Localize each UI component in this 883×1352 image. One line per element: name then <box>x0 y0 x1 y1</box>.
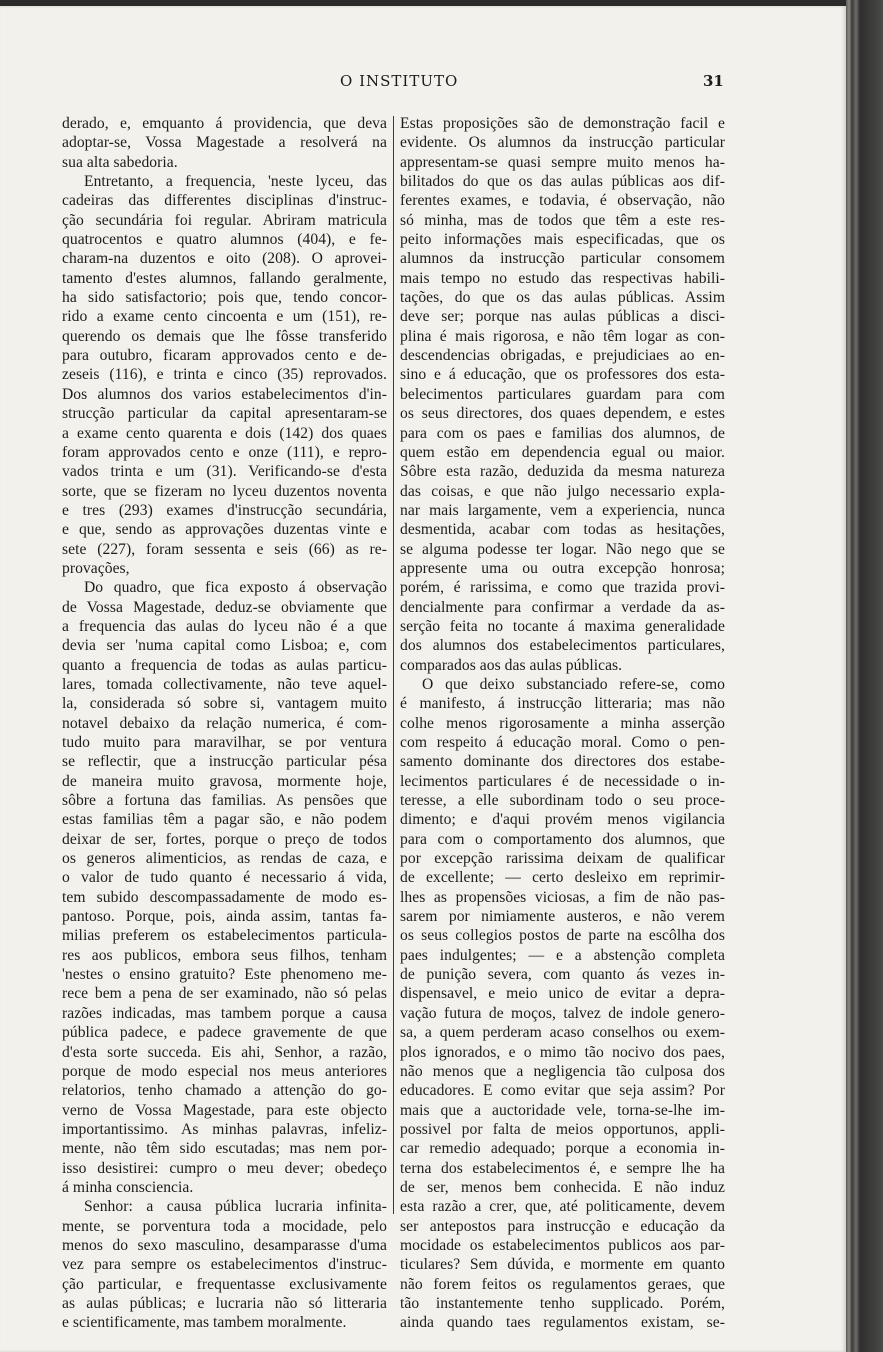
text-line: vados trinta e um (31). Verificando-se d'esta <box>62 463 387 481</box>
text-line: deixar de ser, fortes, porque o preço de todos <box>62 830 387 848</box>
text-line: porque de modo especial nos meus anteriores <box>62 1062 387 1080</box>
text-line: razões indicadas, mas tambem porque a causa <box>62 1004 387 1022</box>
text-line: sarem por nimiamente austeros, e não verem <box>400 908 725 926</box>
text-line: sorte, que se fizeram no lyceu duzentos noventa <box>62 482 387 500</box>
running-head: O INSTITUTO <box>340 72 459 90</box>
text-line: verno de Vossa Magestade, para este objecto <box>62 1101 387 1119</box>
text-line: colhe menos rigorosamente a minha asserção <box>400 714 725 732</box>
right-column <box>400 114 725 1333</box>
text-line: os seus collegios postos de parte na escôlha dos <box>400 927 725 945</box>
text-line: dispensavel, e meio unico de evitar a depra- <box>400 985 725 1003</box>
text-line: ferentes exames, e todavia, é observação, não <box>400 192 725 210</box>
text-line: não forem feitos os regulamentos geraes, que <box>400 1275 725 1293</box>
text-line: serção feita no tocante á maxima generalidade <box>400 617 725 635</box>
text-line: la, considerada só sobre si, vantagem muito <box>62 695 387 713</box>
text-line: plos ignorados, e o mimo tão nocivo dos paes, <box>400 1043 725 1061</box>
text-line: strucção particular da capital apresentaram-se <box>62 405 387 423</box>
text-line: possivel por falta de meios opportunos, appli- <box>400 1120 725 1138</box>
text-line: zeseis (116), e trinta e cinco (35) reprovados. <box>62 366 387 384</box>
left-column <box>62 114 387 1333</box>
text-line: para com o comportamento dos alumnos, que <box>400 830 725 848</box>
text-line: ha sido satisfactorio; pois que, tendo concor- <box>62 289 387 307</box>
text-line: ticulares? Sem dúvida, e mormente em quanto <box>400 1256 725 1274</box>
text-line: Entretanto, a frequencia, 'neste lyceu, das <box>84 173 387 191</box>
text-line: por excepção rarissima deixam de qualificar <box>400 850 725 868</box>
text-line: não menos que a negligencia tão culposa dos <box>400 1062 725 1080</box>
text-line: estas familias têm a pagar são, e não podem <box>62 811 387 829</box>
text-line: cadeiras das differentes disciplinas d'instruc- <box>62 192 387 210</box>
text-line: devia ser 'numa capital como Lisboa; e, com <box>62 637 387 655</box>
text-line: de maneira muito gravosa, mormente hoje, <box>62 772 387 790</box>
text-line: querendo os demais que lhe fôsse transferido <box>62 327 387 345</box>
text-line: mocidade os estabelecimentos publicos aos par- <box>400 1236 725 1254</box>
text-line: de Vossa Magestade, deduz-se obviamente que <box>62 598 387 616</box>
page-number: 31 <box>703 72 724 90</box>
text-line: appresente uma ou outra excepção honrosa; <box>400 559 725 577</box>
text-line: dimento; e d'aqui provém menos vigilancia <box>400 811 725 829</box>
text-line: quatrocentos e quatro alumnos (404), e fe- <box>62 231 387 249</box>
text-line: porém, é rarissima, e como que trazida provi- <box>400 579 725 597</box>
text-line: mente, não têm sido escutadas; mas nem por- <box>62 1140 387 1158</box>
text-line: mente, se porventura toda a mocidade, pelo <box>62 1217 387 1235</box>
text-line: foram approvados cento e onze (111), e repro- <box>62 443 387 461</box>
text-line: lares, tomada collectivamente, não teve aquel- <box>62 675 387 693</box>
text-line: sua alta sabedoria. <box>62 153 178 171</box>
text-line: rido a exame cento cincoenta e um (151), re- <box>62 308 387 326</box>
text-line: sôbre a fortuna das familias. As pensões que <box>62 792 387 810</box>
text-line: de punição severa, com quanto ás vezes in- <box>400 966 725 984</box>
text-line: charam-na duzentos e oito (208). O aprovei- <box>62 250 387 268</box>
text-line: relatorios, tenho chamado a attenção do go- <box>62 1082 387 1100</box>
text-line: Sôbre esta razão, deduzida da mesma natureza <box>400 463 725 481</box>
text-line: milias preferem os estabelecimentos particula- <box>62 927 387 945</box>
text-line: mais que a auctoridade vele, torna-se-lhe im- <box>400 1101 725 1119</box>
text-line: é manifesto, á instrucção litteraria; mas não <box>400 695 725 713</box>
text-line: e scientificamente, mas tambem moralmente. <box>62 1314 347 1332</box>
column-divider <box>393 116 394 1214</box>
text-line: O que deixo substanciado refere-se, como <box>422 675 725 693</box>
text-line: desmentida, acabar com todas as hesitações, <box>400 521 725 539</box>
text-line: rece bem a pena de ser examinado, não só pelas <box>62 985 387 1003</box>
text-line: deve ser; porque nas aulas públicas a disci- <box>400 308 725 326</box>
text-line: derado, e, emquanto á providencia, que deva <box>62 115 387 132</box>
text-line: se alguma podesse ter logar. Não nego que se <box>400 540 725 558</box>
text-line: a exame cento quarenta e dois (142) dos quaes <box>62 424 387 442</box>
text-line: paes indulgentes; — e a abstenção completa <box>400 946 725 964</box>
text-line: educadores. E como evitar que seja assim? Por <box>400 1082 725 1100</box>
text-line: evidente. Os alumnos da instrucção particular <box>400 134 725 152</box>
text-line: para outubro, ficaram approvados cento e de- <box>62 347 387 365</box>
text-line: dos alumnos dos estabelecimentos particulares, <box>400 637 725 655</box>
text-line: pública padece, e padece gravemente de que <box>62 1024 387 1042</box>
text-line: provações, <box>62 559 130 577</box>
text-line: de ser, menos bem conhecida. E não induz <box>400 1178 725 1196</box>
text-line: á minha consciencia. <box>62 1178 194 1196</box>
text-line: e que, sendo as approvações duzentas vinte e <box>62 521 387 539</box>
text-line: d'esta sorte succeda. Eis ahi, Senhor, a razão, <box>62 1043 387 1061</box>
text-line: sa, a quem perderam acaso conselhos ou exem- <box>400 1024 725 1042</box>
text-line: adoptar-se, Vossa Magestade a resolverá na <box>62 134 387 152</box>
text-line: peito informações mais especificadas, que os <box>400 231 725 249</box>
text-line: tações, do que os das aulas públicas. Assim <box>400 289 725 307</box>
text-line: se reflectir, que a instrucção particular pésa <box>62 753 387 771</box>
text-line: as aulas públicas; e lucraria não só litteraria <box>62 1294 387 1312</box>
text-line: terna dos estabelecimentos é, e sempre lhe ha <box>400 1159 725 1177</box>
text-line: sete (227), foram sessenta e seis (66) as re- <box>62 540 387 558</box>
text-line: Senhor: a causa pública lucraria infinita- <box>84 1198 387 1216</box>
text-line: mais tempo no estudo das respectivas habili- <box>400 269 725 287</box>
text-line: quem estão em dependencia egual ou maior. <box>400 443 725 461</box>
text-line: dencialmente para confirmar a verdade da as- <box>400 598 725 616</box>
text-line: belecimentos particulares guardam para com <box>400 385 725 403</box>
text-line: o valor de tudo quanto é necessario á vida, <box>62 869 387 887</box>
text-line: pantoso. Porque, pois, ainda assim, tantas fa- <box>62 908 387 926</box>
text-line: isso desistirei: cumpro o meu dever; obedeço <box>62 1159 387 1177</box>
text-line: sino e á educação, que os professores dos esta- <box>400 366 725 384</box>
text-line: samento dominante dos directores dos estabe- <box>400 753 725 771</box>
book-edge <box>846 0 883 1352</box>
text-line: Estas proposições são de demonstração facil e <box>400 115 725 132</box>
text-line: bilitados do que os das aulas públicas aos dif- <box>400 173 725 191</box>
text-line: ção secundária foi regular. Abriram matricula <box>62 211 387 229</box>
text-line: plina é mais rigorosa, e não têm logar as con- <box>400 327 725 345</box>
text-line: Dos alumnos dos varios estabelecimentos d'in- <box>62 385 387 403</box>
text-line: teresse, a elle subordinam todo o seu proce- <box>400 792 725 810</box>
text-line: os generos alimenticios, as rendas de caza, e <box>62 850 387 868</box>
text-line: importantissimo. As minhas palavras, infeliz- <box>62 1120 387 1138</box>
text-line: descendencias obrigadas, e prejudiciaes ao en- <box>400 347 725 365</box>
text-line: 'nestes o ensino gratuito? Este phenomeno me- <box>62 966 387 984</box>
text-line: vação futura de moços, talvez de indole genero- <box>400 1004 725 1022</box>
text-line: ção particular, e frequentasse exclusivamente <box>62 1275 387 1293</box>
text-line: nar mais largamente, vem a experiencia, nunca <box>400 501 725 519</box>
text-line: vez para sempre os estabelecimentos d'instruc- <box>62 1256 387 1274</box>
text-line: tão instantemente tenho supplicado. Porém, <box>400 1294 725 1312</box>
text-line: res aos publicos, embora seus filhos, tenham <box>62 946 387 964</box>
text-line: ainda quando taes regulamentos existam, se- <box>400 1314 725 1332</box>
text-line: esta razão a crer, que, até politicamente, devem <box>400 1198 725 1216</box>
text-line: lhes as propensões viciosas, a fim de não pas- <box>400 888 725 906</box>
text-line: e tres (293) exames d'instrucção secundária, <box>62 501 387 519</box>
text-line: ser antepostos para instrucção e educação da <box>400 1217 725 1235</box>
text-line: lecimentos particulares é de necessidade o in- <box>400 772 725 790</box>
text-line: alumnos da instrucção particular consomem <box>400 250 725 268</box>
text-line: car remedio adequado; porque a economia in- <box>400 1140 725 1158</box>
text-line: com respeito á educação moral. Como o pen- <box>400 734 725 751</box>
text-line: appresentam-se quasi sempre muito menos ha- <box>400 153 725 171</box>
text-line: para com os paes e familias dos alumnos, de <box>400 424 725 442</box>
text-line: só minha, mas de todos que têm a este res- <box>400 211 725 229</box>
text-line: tamento d'estes alumnos, fallando geralmente, <box>62 269 387 287</box>
text-line: menos do sexo masculino, desamparasse d'uma <box>62 1236 387 1254</box>
text-line: comparados aos das aulas públicas. <box>400 656 623 674</box>
text-line: Do quadro, que fica exposto á observação <box>84 579 387 597</box>
text-line: de excellente; — certo desleixo em reprimir- <box>400 869 725 887</box>
text-line: a frequencia das aulas do lyceu não é a que <box>62 617 387 635</box>
text-line: tem subido descompassadamente de modo es- <box>62 888 387 906</box>
text-line: quanto a frequencia de todas as aulas particu- <box>62 656 387 674</box>
text-line: notavel debaixo da relação numerica, é com- <box>62 714 387 732</box>
text-line: os seus directores, dos quaes dependem, e estes <box>400 405 725 423</box>
text-line: das coisas, e que não julgo necessario expla- <box>400 482 725 500</box>
text-line: tudo muito para maravilhar, se por ventura <box>62 734 387 751</box>
